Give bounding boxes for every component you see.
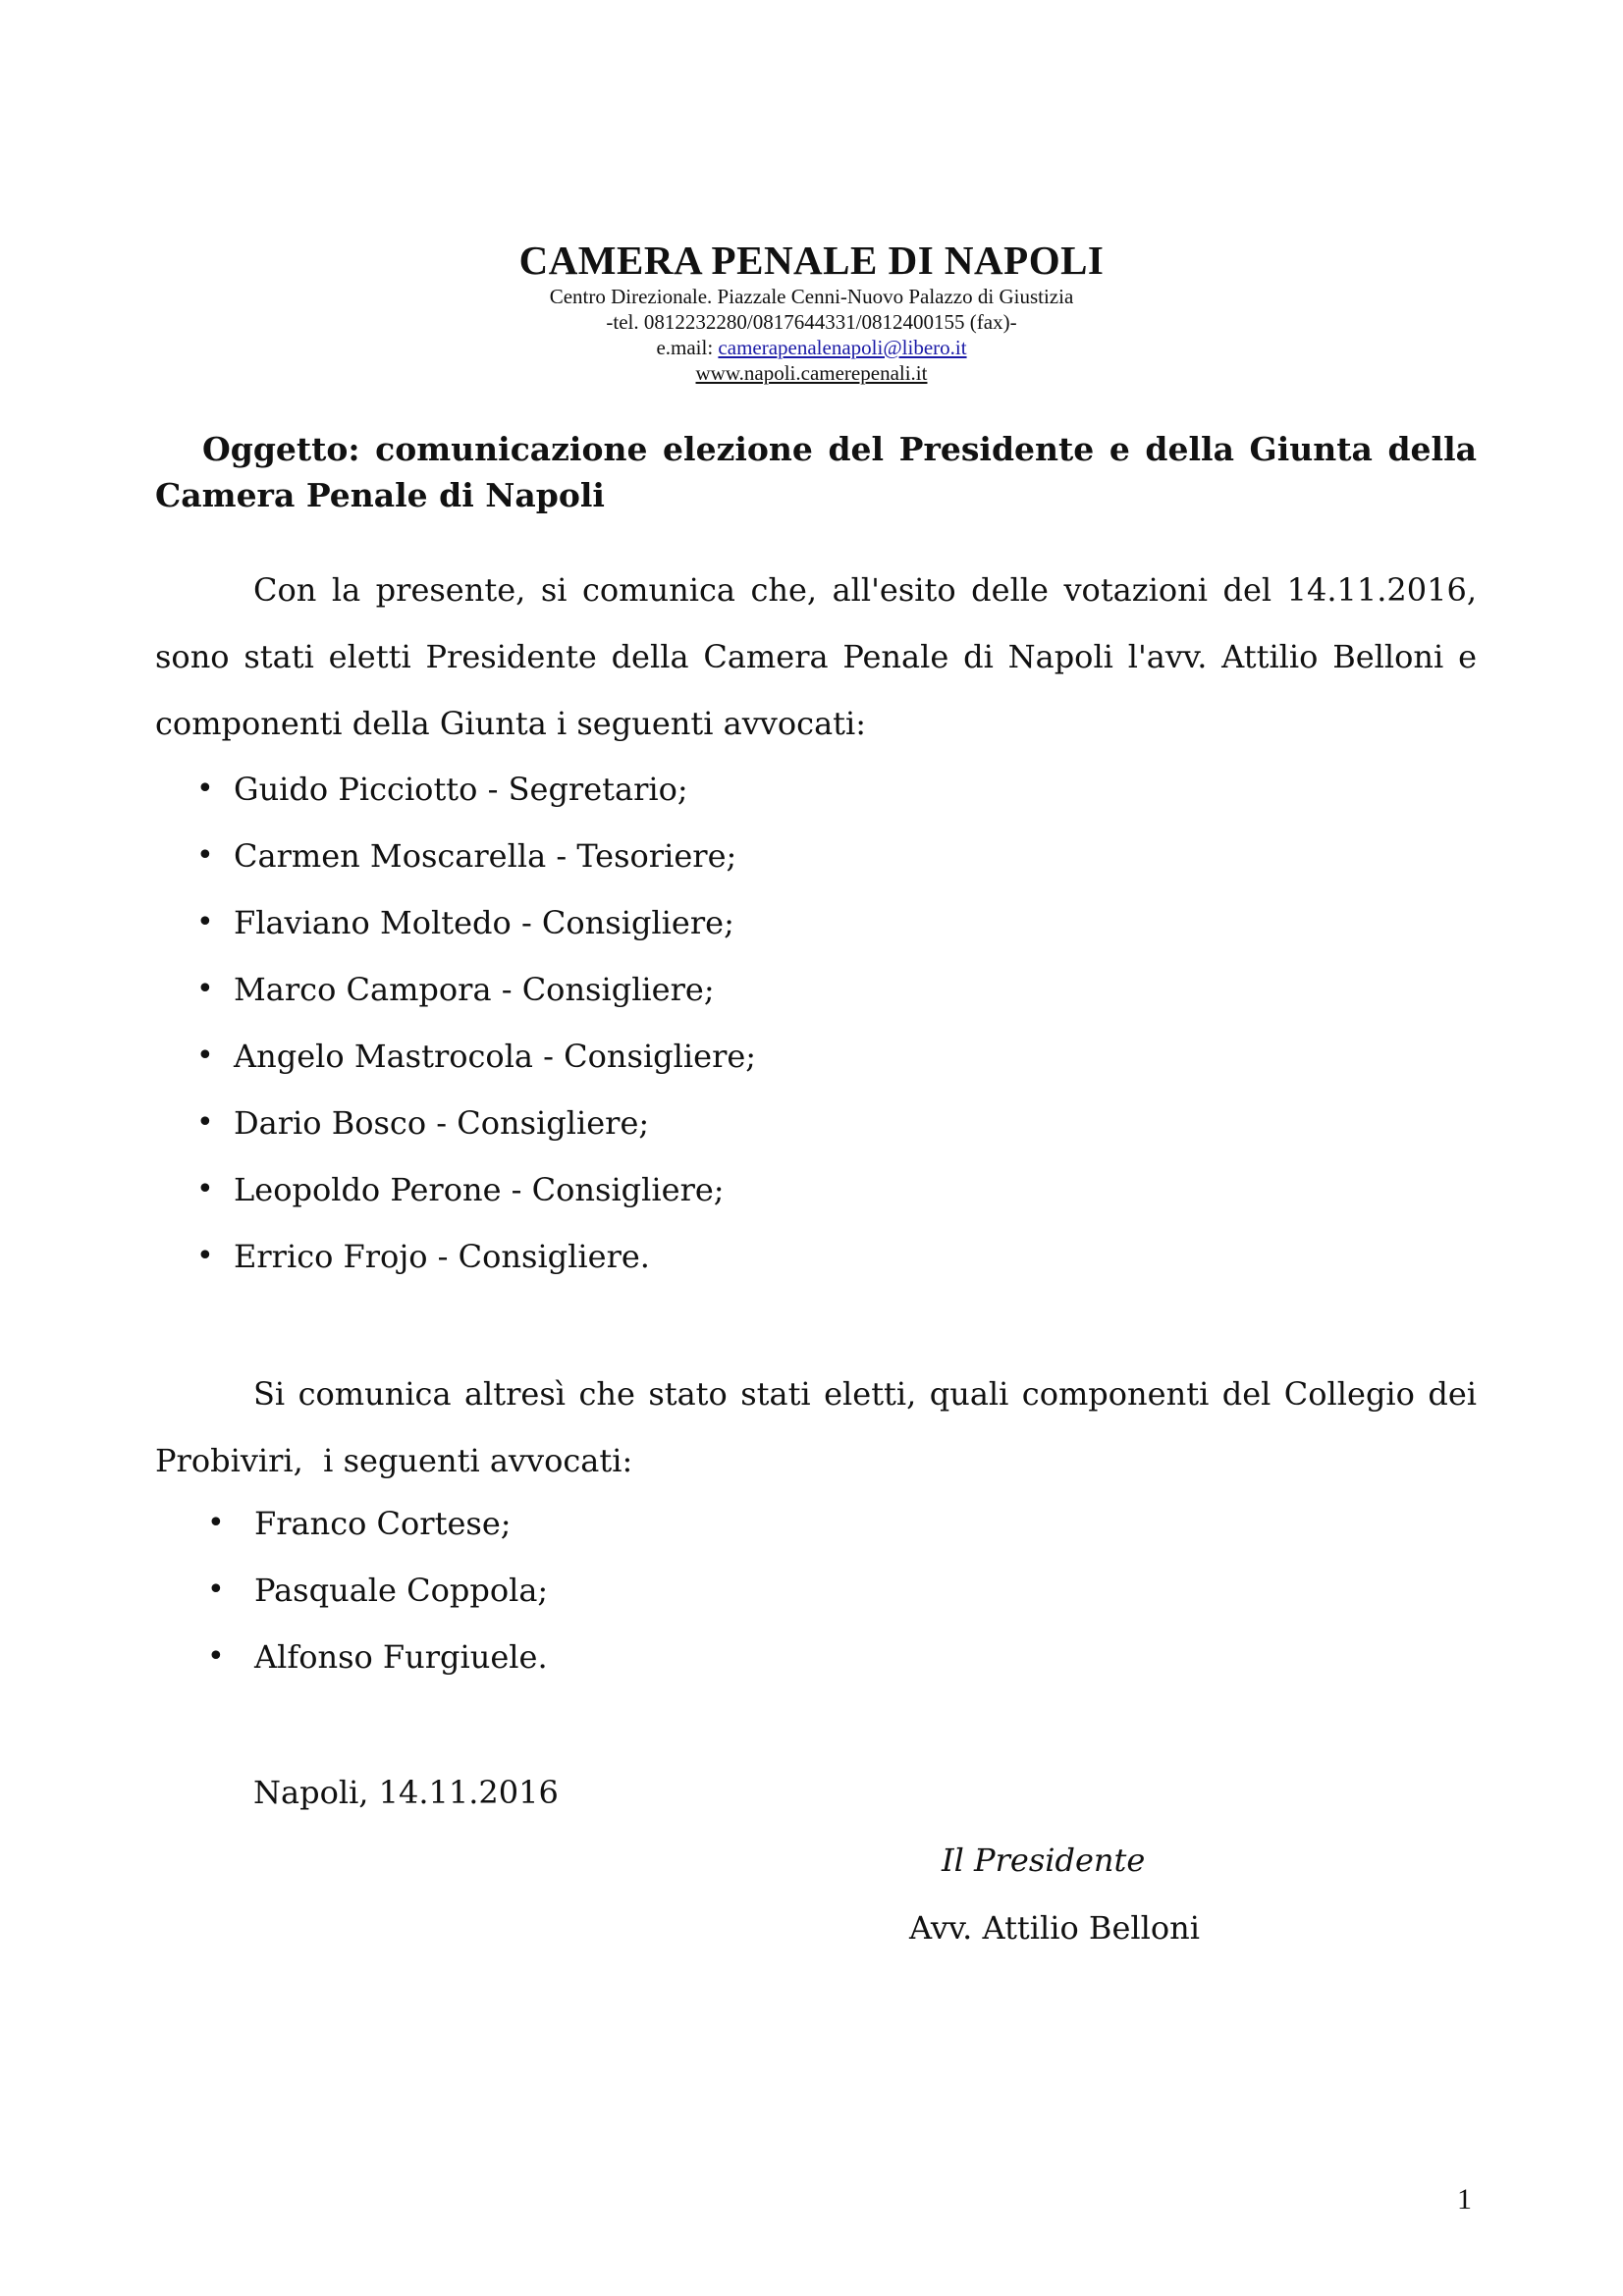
- bullet-icon: •: [196, 1105, 214, 1140]
- email-link[interactable]: camerapenalenapoli@libero.it: [718, 336, 967, 359]
- org-title: CAMERA PENALE DI NAPOLI: [518, 238, 1105, 283]
- page-number: 1: [1457, 2183, 1472, 2216]
- signature-name: Avv. Attilio Belloni: [909, 1909, 1200, 1947]
- org-phone: -tel. 0812232280/0817644331/0812400155 (fax)-: [606, 310, 1017, 334]
- bullet-icon: •: [196, 1172, 214, 1206]
- subject: [155, 426, 1477, 518]
- subject-line-1: Oggetto: comunicazione elezione del Presidente e della Giunta della: [202, 430, 1477, 468]
- bullet-icon: •: [207, 1573, 225, 1607]
- bullet-icon: •: [207, 1639, 225, 1674]
- bullet-icon: •: [196, 838, 214, 873]
- paragraph-election-line-3: componenti della Giunta i seguenti avvocati:: [155, 705, 867, 742]
- bullet-icon: •: [196, 772, 214, 806]
- paragraph-election-line-1: Con la presente, si comunica che, all'esito delle votazioni del 14.11.2016,: [253, 571, 1477, 609]
- org-email-line: [0, 335, 1623, 360]
- list-item: • Marco Campora - Consigliere;: [196, 971, 715, 1008]
- list-item: • Franco Cortese;: [207, 1505, 512, 1542]
- org-address: Centro Direzionale. Piazzale Cenni-Nuovo Palazzo di Giustizia: [549, 285, 1074, 308]
- signature-title: Il Presidente: [942, 1842, 1146, 1879]
- website-link[interactable]: www.napoli.camerepenali.it: [695, 361, 928, 385]
- email-label: e.mail:: [656, 336, 719, 359]
- list-item: • Errico Frojo - Consigliere.: [196, 1238, 650, 1275]
- place-date: Napoli, 14.11.2016: [253, 1774, 559, 1811]
- bullet-icon: •: [196, 1239, 214, 1273]
- bullet-icon: •: [196, 905, 214, 939]
- bullet-icon: •: [196, 1039, 214, 1073]
- list-item: • Carmen Moscarella - Tesoriere;: [196, 837, 737, 875]
- list-item: • Flaviano Moltedo - Consigliere;: [196, 904, 734, 941]
- bullet-icon: •: [207, 1506, 225, 1540]
- list-item: • Angelo Mastrocola - Consigliere;: [196, 1038, 757, 1075]
- org-website: [0, 360, 1623, 386]
- list-item: • Leopoldo Perone - Consigliere;: [196, 1171, 725, 1208]
- paragraph-probiviri-line-1: Si comunica altresì che stato stati eletti, quali componenti del Collegio dei: [253, 1375, 1477, 1413]
- paragraph-election: [155, 557, 1477, 757]
- paragraph-probiviri-line-2: Probiviri, i seguenti avvocati:: [155, 1442, 633, 1479]
- paragraph-election-line-2: sono stati eletti Presidente della Camera Penale di Napoli l'avv. Attilio Belloni e: [155, 638, 1477, 675]
- list-item: • Dario Bosco - Consigliere;: [196, 1104, 650, 1142]
- list-item: • Guido Picciotto - Segretario;: [196, 771, 688, 808]
- bullet-icon: •: [196, 972, 214, 1006]
- subject-line-2: Camera Penale di Napoli: [155, 476, 605, 514]
- list-item: • Alfonso Furgiuele.: [207, 1638, 548, 1676]
- paragraph-probiviri: [155, 1361, 1477, 1494]
- list-item: • Pasquale Coppola;: [207, 1572, 549, 1609]
